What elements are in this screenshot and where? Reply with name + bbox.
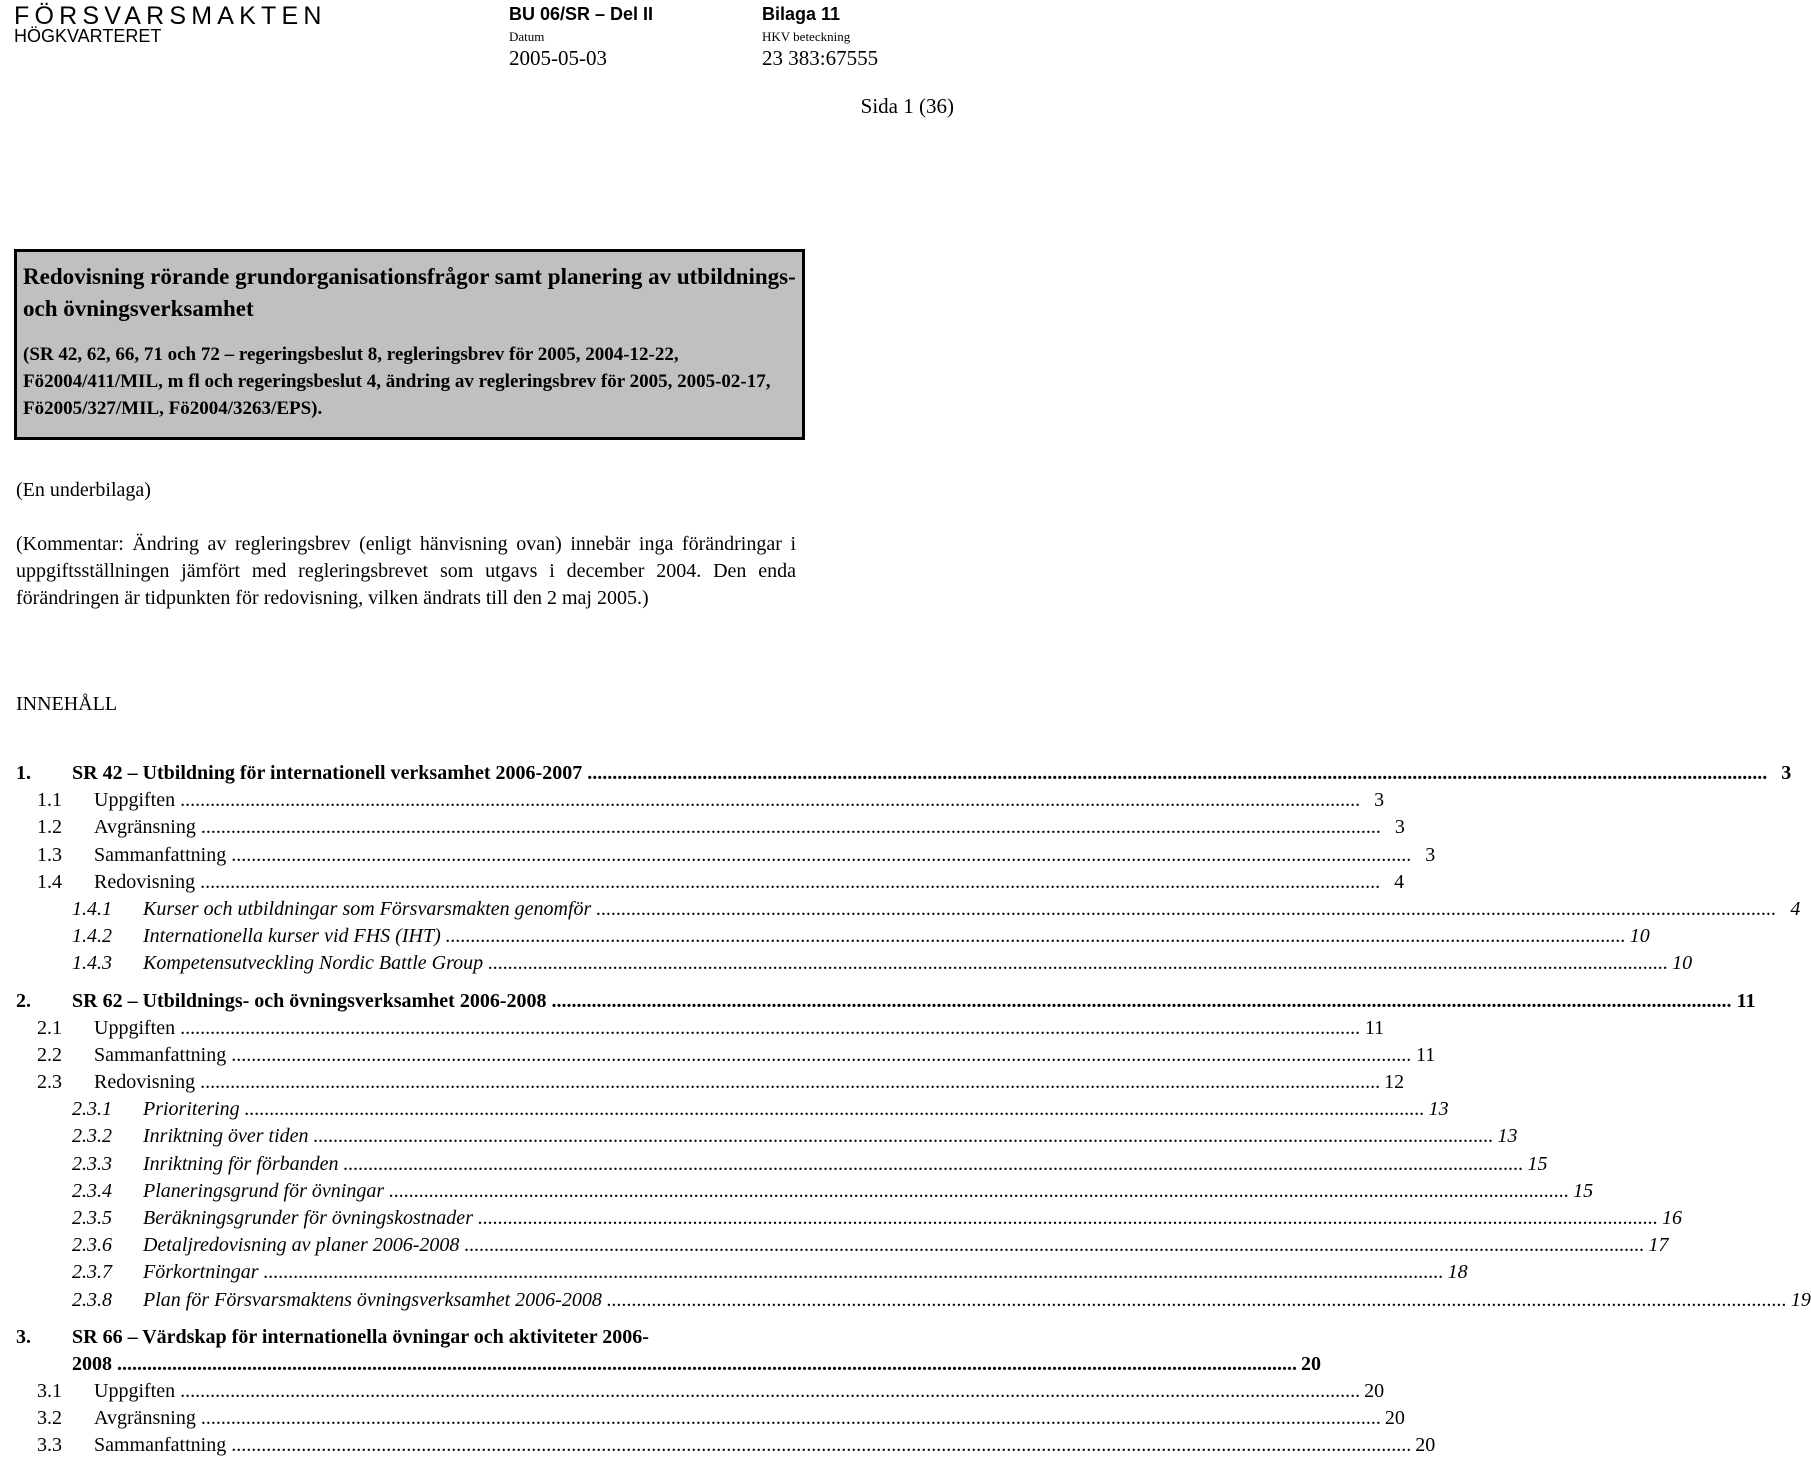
- toc-number: 2.3.3: [72, 1152, 112, 1175]
- toc-title-continuation: [72, 1351, 1321, 1378]
- toc-page: 20: [1301, 1352, 1321, 1375]
- toc-title: Sammanfattning .....: [94, 842, 1411, 869]
- toc-number: 2.3.7: [72, 1261, 112, 1284]
- title-box: [14, 249, 805, 440]
- toc-title: Inriktning för förbanden .....: [143, 1151, 1524, 1178]
- toc-title: SR 66 – Värdskap för internationella övningar och aktiviteter 2006-: [72, 1325, 649, 1348]
- toc-page: 11: [1736, 989, 1756, 1012]
- toc-entry[interactable]: [16, 1324, 1321, 1378]
- toc-page: 20: [1415, 1434, 1436, 1457]
- toc-page: 15: [1573, 1179, 1594, 1202]
- toc-number: 2.3.5: [72, 1207, 112, 1229]
- toc-title: Avgränsning .....: [94, 1405, 1381, 1432]
- toc-entry[interactable]: [16, 760, 1792, 787]
- toc-spacer: [16, 978, 816, 988]
- toc-page: 17: [1648, 1234, 1669, 1257]
- document-title: Redovisning rörande grundorganisationsfrågor samt planering av utbildnings- och övningsverksamhet: [23, 264, 796, 321]
- toc-entry[interactable]: [16, 1287, 1811, 1314]
- hkv-value: 23 383:67555: [762, 46, 879, 70]
- toc-title: SR 42 – Utbildning för internationell verksamhet 2006-2007 .....: [72, 760, 1767, 787]
- toc-entry[interactable]: [16, 1015, 1385, 1042]
- toc-number: 1.3: [37, 843, 62, 866]
- toc-title: Förkortningar .....: [143, 1259, 1444, 1286]
- toc-entry[interactable]: [16, 842, 1436, 869]
- toc-page: 10: [1672, 952, 1693, 975]
- toc-number: 2.3.8: [72, 1288, 112, 1311]
- toc-page: 10: [1629, 925, 1650, 948]
- page-number: Sida 1 (36): [860, 94, 954, 118]
- toc-title: Beräkningsgrunder för övningskostnader .....: [143, 1205, 1658, 1232]
- toc-number: 1.4.1: [72, 897, 112, 920]
- toc-page: 13: [1428, 1098, 1449, 1121]
- toc-title: Uppgiften .....: [94, 787, 1360, 814]
- toc-title: Redovisning .....: [94, 1069, 1380, 1096]
- toc-title: Sammanfattning .....: [94, 1432, 1411, 1459]
- toc-number: 1.2: [37, 816, 62, 839]
- toc-entry[interactable]: [16, 787, 1385, 814]
- toc-page: 3: [1425, 843, 1436, 866]
- toc-title-block: [72, 1324, 1321, 1378]
- toc-number: 2.3.4: [72, 1179, 112, 1202]
- toc-page: 13: [1497, 1125, 1518, 1148]
- hkv-label: HKV beteckning: [762, 29, 851, 44]
- comment-paragraph: (Kommentar: Ändring av regleringsbrev (enligt hänvisning ovan) innebär inga förändringar i uppgiftsställningen jämfört med regleringsbrevet som utgavs i december 2004. Den enda förändringen är tidpunkten för redovisning, vilken ändrats till den 2 maj 2005.): [16, 533, 796, 609]
- toc-title: Inriktning över tiden .....: [143, 1123, 1494, 1150]
- toc-page: 4: [1790, 897, 1801, 920]
- toc-entry[interactable]: [16, 950, 1693, 977]
- toc-entry[interactable]: [16, 1259, 1468, 1286]
- toc-entry[interactable]: [16, 1151, 1548, 1178]
- toc-number: 3.: [16, 1325, 31, 1348]
- toc-title: 2008 .....: [72, 1351, 1297, 1378]
- toc-number: 2.1: [37, 1016, 62, 1039]
- toc-entry[interactable]: [16, 814, 1405, 841]
- department-name: HÖGKVARTERET: [14, 26, 162, 46]
- toc-number: 2.: [16, 989, 31, 1012]
- toc-title: Plan för Försvarsmaktens övningsverksamhet 2006-2008 .....: [143, 1287, 1787, 1314]
- toc-title: Redovisning .....: [94, 869, 1380, 896]
- subtitle: (En underbilaga): [16, 479, 151, 501]
- toc-number: 1.4: [37, 870, 62, 893]
- toc-number: 3.1: [37, 1379, 62, 1402]
- toc-page: 19: [1790, 1288, 1811, 1311]
- organization-name: FÖRSVARSMAKTEN: [14, 2, 327, 30]
- toc-entry[interactable]: [16, 1232, 1669, 1259]
- toc-entry[interactable]: [16, 1123, 1518, 1150]
- toc-heading: INNEHÅLL: [16, 693, 118, 715]
- toc-page: 4: [1394, 870, 1405, 893]
- toc-number: 2.3.2: [72, 1125, 112, 1148]
- toc-page: 20: [1384, 1406, 1405, 1429]
- document-references: (SR 42, 62, 66, 71 och 72 – regeringsbeslut 8, regleringsbrev för 2005, 2004-12-22, Fö2004/411/MIL, m fl och regeringsbeslut 4, ändring av regleringsbrev för 2005, 2005-02-17, Fö2005/327/MIL, Fö2004/3263/EPS).: [23, 344, 771, 419]
- date-label: Datum: [509, 29, 545, 44]
- toc-page: 11: [1364, 1016, 1385, 1039]
- toc-title: Kompetensutveckling Nordic Battle Group .....: [143, 950, 1668, 977]
- toc-entry[interactable]: [16, 869, 1405, 896]
- toc-title: Uppgiften .....: [94, 1015, 1360, 1042]
- toc-title: Uppgiften .....: [94, 1378, 1360, 1405]
- toc-number: 1.4.2: [72, 925, 112, 948]
- toc-title: Detaljredovisning av planer 2006-2008 .....: [143, 1232, 1644, 1259]
- toc-entry[interactable]: [16, 1069, 1405, 1096]
- toc-page: 16: [1661, 1207, 1682, 1229]
- toc-page: 3: [1781, 762, 1792, 784]
- toc-entry[interactable]: [16, 1378, 1385, 1405]
- toc-title: SR 62 – Utbildnings- och övningsverksamhet 2006-2008 .....: [72, 988, 1732, 1015]
- toc-number: 2.3.6: [72, 1234, 112, 1257]
- toc-entry[interactable]: [16, 1096, 1449, 1123]
- toc-page: 12: [1384, 1071, 1405, 1094]
- toc-entry[interactable]: [16, 1205, 1682, 1232]
- toc-title: Sammanfattning .....: [94, 1042, 1411, 1069]
- toc-entry[interactable]: [16, 1432, 1436, 1459]
- toc-title: Prioritering .....: [143, 1096, 1425, 1123]
- toc-page: 20: [1364, 1379, 1385, 1402]
- toc-entry[interactable]: [16, 1042, 1436, 1069]
- toc-number: 2.3: [37, 1071, 62, 1094]
- document-id: BU 06/SR – Del II: [509, 4, 654, 24]
- document-header: [0, 0, 960, 80]
- toc-number: 1.: [16, 762, 31, 784]
- toc-page: 3: [1374, 789, 1385, 812]
- toc-title: Planeringsgrund för övningar .....: [143, 1178, 1569, 1205]
- toc-page: 11: [1415, 1043, 1436, 1066]
- toc-entry[interactable]: [16, 923, 1650, 950]
- toc-number: 2.2: [37, 1043, 62, 1066]
- toc-number: 1.4.3: [72, 952, 112, 975]
- toc-entry[interactable]: [16, 1178, 1594, 1205]
- date-value: 2005-05-03: [509, 46, 607, 70]
- toc-page: 15: [1527, 1152, 1548, 1175]
- toc-title: Internationella kurser vid FHS (IHT) .....: [143, 923, 1626, 950]
- toc-number: 1.1: [37, 789, 62, 812]
- table-of-contents: [16, 760, 1811, 1459]
- toc-entry[interactable]: [16, 896, 1801, 923]
- toc-title: Avgränsning .....: [94, 814, 1381, 841]
- toc-number: 2.3.1: [72, 1098, 112, 1121]
- toc-page: 3: [1394, 816, 1405, 839]
- toc-entry[interactable]: [16, 988, 1756, 1015]
- toc-number: 3.3: [37, 1434, 62, 1457]
- toc-entry[interactable]: [16, 1405, 1405, 1432]
- toc-number: 3.2: [37, 1406, 62, 1429]
- toc-title: Kurser och utbildningar som Försvarsmakten genomför .....: [143, 896, 1776, 923]
- toc-spacer: [16, 1314, 816, 1324]
- toc-page: 18: [1447, 1261, 1468, 1284]
- appendix-label: Bilaga 11: [762, 4, 841, 24]
